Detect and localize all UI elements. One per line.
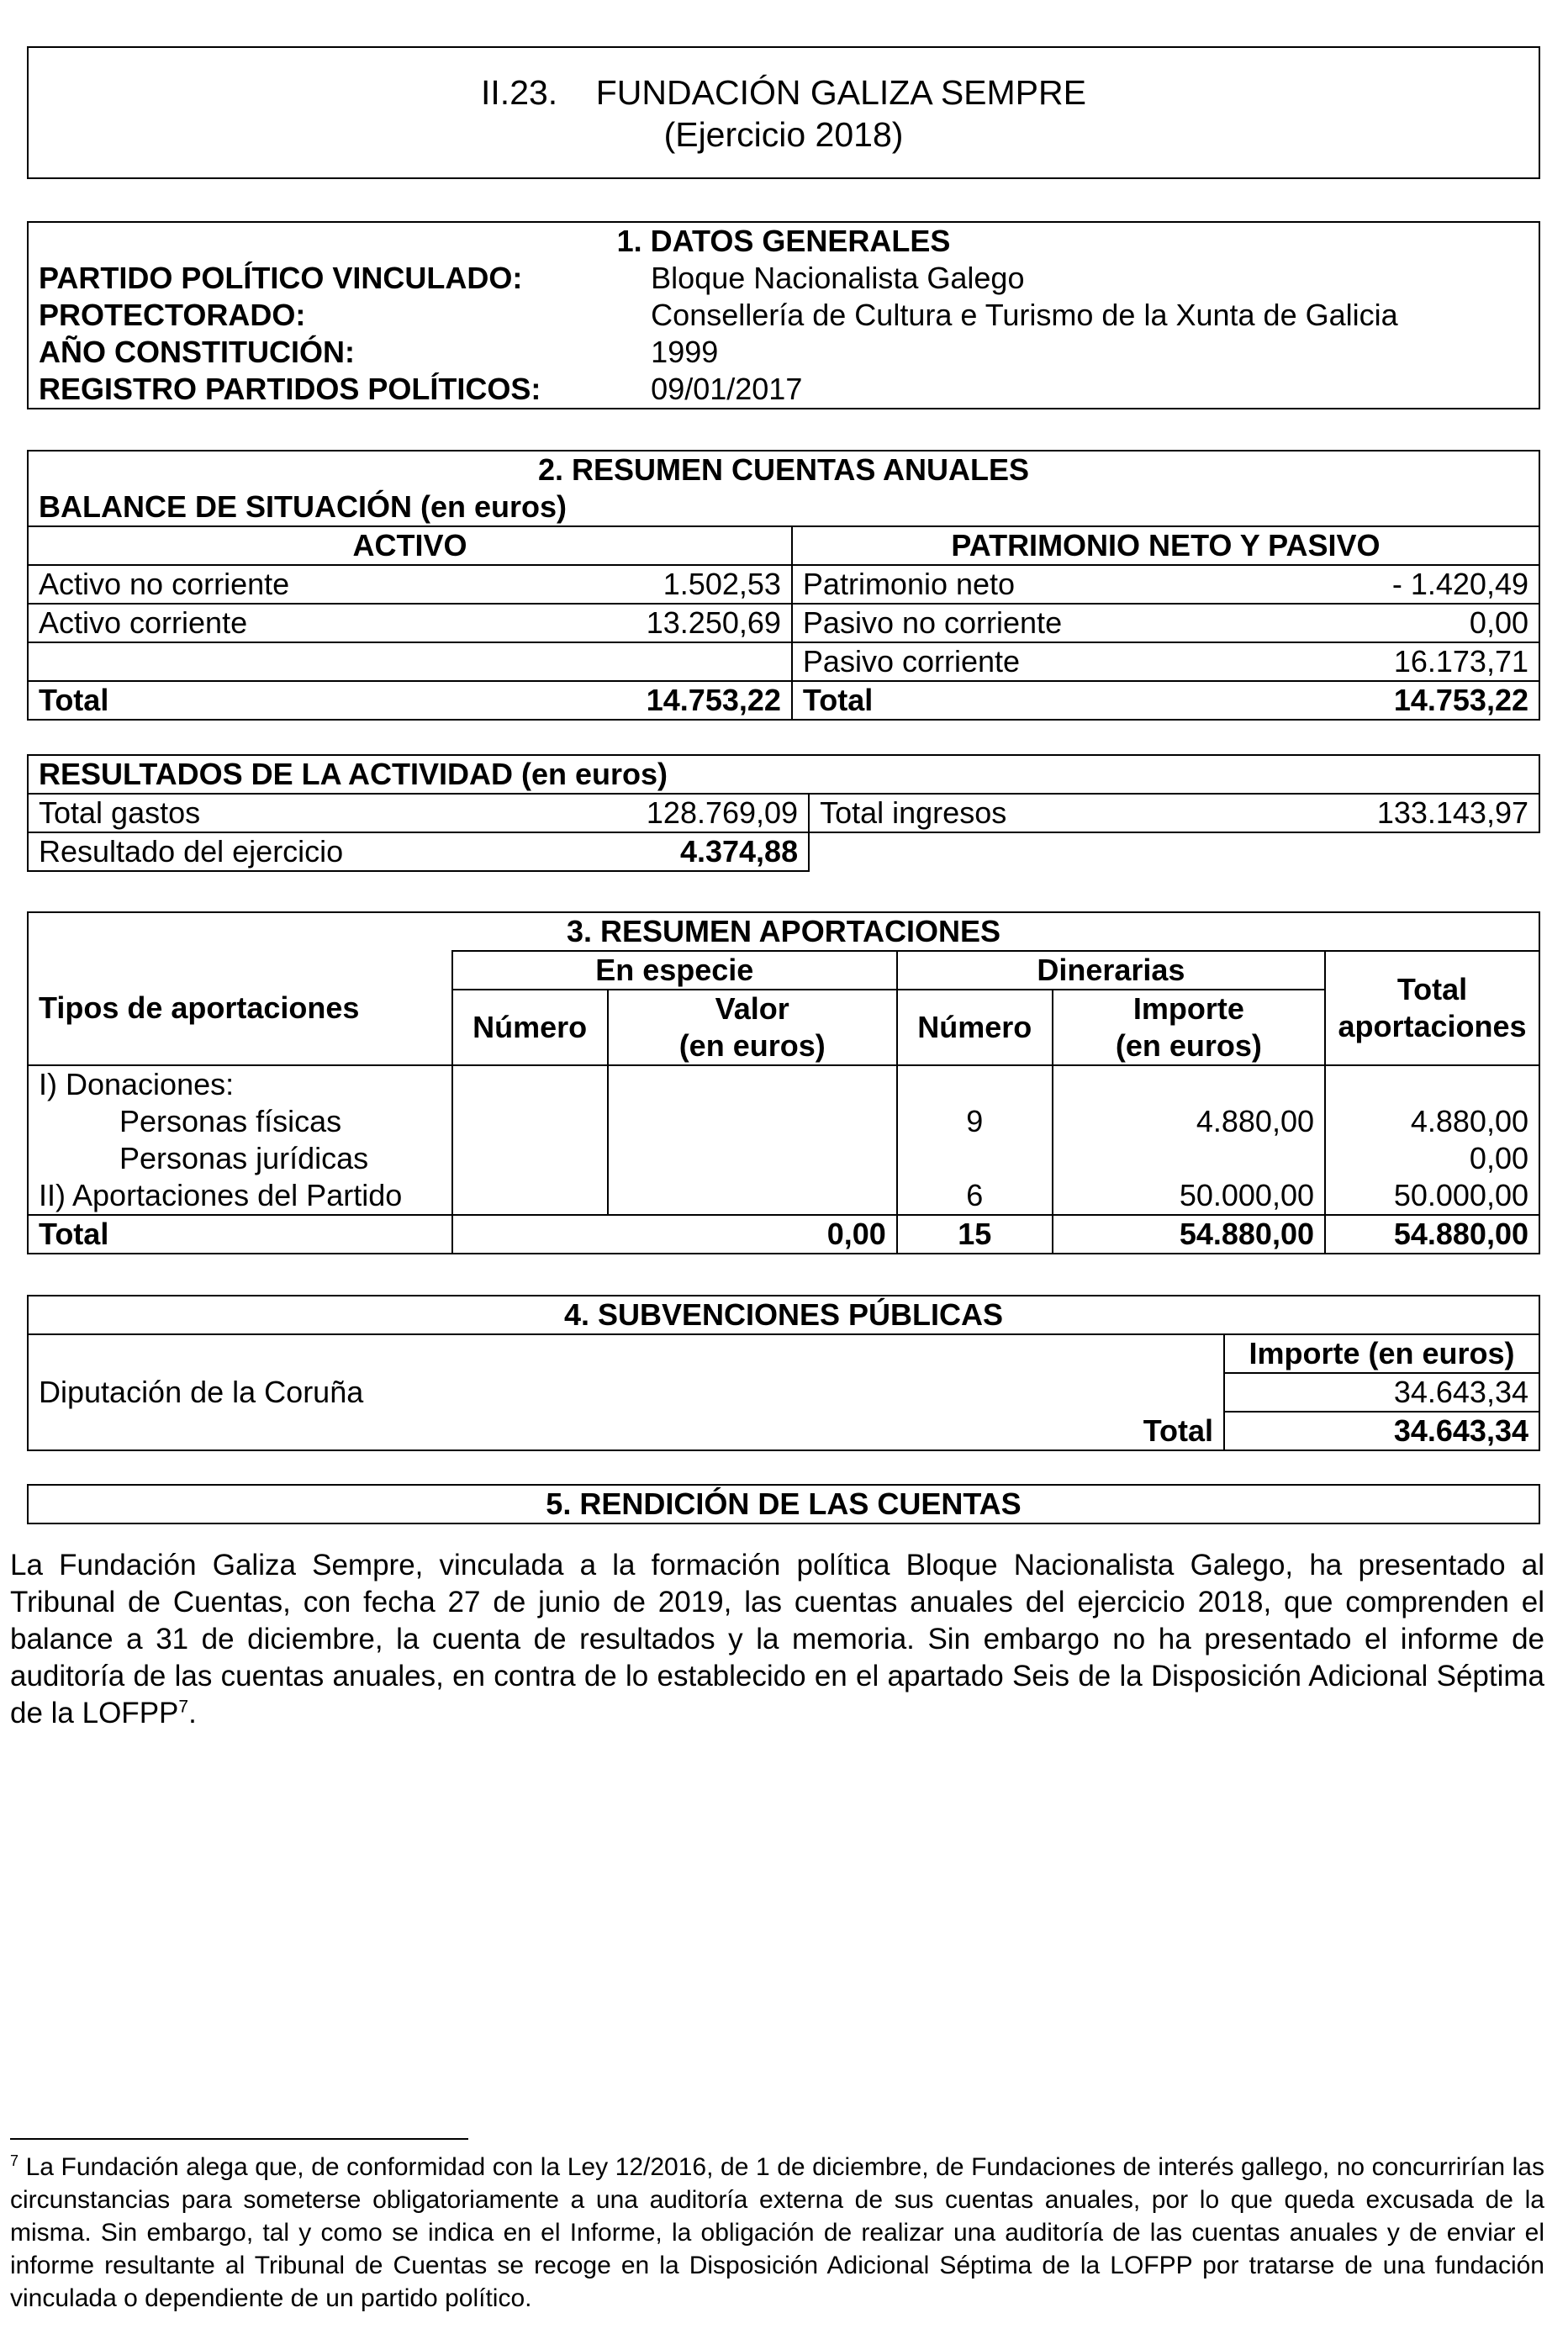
row-d-imp xyxy=(1053,1140,1325,1177)
total-d-imp: 54.880,00 xyxy=(1053,1215,1325,1254)
row-d-imp: 4.880,00 xyxy=(1053,1103,1325,1140)
row-d-num xyxy=(897,1065,1053,1103)
rendicion-paragraph xyxy=(10,1547,1544,1732)
resultado-label: Resultado del ejercicio xyxy=(28,832,632,871)
table-row xyxy=(28,334,1539,371)
row-label: Personas jurídicas xyxy=(28,1140,452,1177)
balance-table xyxy=(27,450,1540,721)
col-total xyxy=(1325,951,1539,1065)
datos-label: PARTIDO POLÍTICO VINCULADO: xyxy=(28,260,641,297)
activo-label xyxy=(28,642,632,681)
table-row xyxy=(28,1065,1539,1103)
row-d-num xyxy=(897,1140,1053,1177)
pasivo-total-value: 14.753,22 xyxy=(1371,681,1539,720)
subv-total-label: Total xyxy=(28,1412,1224,1450)
row-e-num xyxy=(452,1177,608,1215)
datos-value: 1999 xyxy=(641,334,1539,371)
activo-label: Activo no corriente xyxy=(28,565,632,604)
col-importe-subv: Importe (en euros) xyxy=(1224,1334,1539,1373)
row-total: 0,00 xyxy=(1325,1140,1539,1177)
rendicion-text: La Fundación Galiza Sempre, vinculada a la formación política Bloque Nacionalista Galego, ha presentado al Tribunal de Cuentas, con fecha 27 de junio de 2019, las cuentas anuales del ejercicio 2018, que comprenden el balance a 31 de diciembre, la cuenta de resultados y la memoria. Sin embargo no ha presentado el informe de auditoría de las cuentas anuales, en contra de lo establecido en el apartado Seis de la Disposición Adicional Séptima de la LOFPP xyxy=(10,1549,1544,1729)
resultados-heading: RESULTADOS DE LA ACTIVIDAD (en euros) xyxy=(28,755,1539,794)
row-d-num: 9 xyxy=(897,1103,1053,1140)
page-title: FUNDACIÓN GALIZA SEMPRE xyxy=(595,73,1086,112)
datos-generales-table xyxy=(27,221,1540,409)
subv-label: Diputación de la Coruña xyxy=(28,1373,1224,1412)
activo-value: 13.250,69 xyxy=(632,604,792,642)
table-row xyxy=(28,1412,1539,1450)
footnote-divider xyxy=(10,2138,468,2140)
table-row xyxy=(28,604,1539,642)
gastos-value: 128.769,09 xyxy=(632,794,809,832)
table-row xyxy=(28,565,1539,604)
empty-cell xyxy=(28,1334,1224,1373)
subv-total-value: 34.643,34 xyxy=(1224,1412,1539,1450)
pasivo-heading: PATRIMONIO NETO Y PASIVO xyxy=(792,526,1539,565)
col-valor xyxy=(608,990,897,1065)
table-row xyxy=(28,832,1539,871)
row-label: Personas físicas xyxy=(28,1103,452,1140)
col-importe-line1: Importe xyxy=(1132,991,1244,1026)
ingresos-label: Total ingresos xyxy=(809,794,1363,832)
activo-label: Activo corriente xyxy=(28,604,632,642)
balance-heading: BALANCE DE SITUACIÓN (en euros) xyxy=(28,488,1539,526)
footnote-text: La Fundación alega que, de conformidad con la Ley 12/2016, de 1 de diciembre, de Fundaciones de interés gallego, no concurrirían las circunstancias para someterse obligatoriamente a una auditoría externa de sus cuentas anuales, por lo que queda excusada de la misma. Sin embargo, tal y como se indica en el Informe, la obligación de realizar una auditoría de las cuentas anuales y de enviar el informe resultante al Tribunal de Cuentas se recoge en la Disposición Adicional Séptima de la LOFPP por tratarse de una fundación vinculada o dependiente de un partido político. xyxy=(10,2153,1544,2312)
gastos-label: Total gastos xyxy=(28,794,632,832)
row-e-val xyxy=(608,1103,897,1140)
activo-total-value: 14.753,22 xyxy=(632,681,792,720)
datos-value: Consellería de Cultura e Turismo de la Xunta de Galicia xyxy=(641,297,1539,334)
col-dinerarias-numero: Número xyxy=(897,990,1053,1065)
pasivo-value: 16.173,71 xyxy=(1371,642,1539,681)
col-especie-numero: Número xyxy=(452,990,608,1065)
total-label: Total xyxy=(28,1215,452,1254)
pasivo-label: Patrimonio neto xyxy=(792,565,1371,604)
col-importe-line2: (en euros) xyxy=(1115,1028,1262,1063)
resultado-value: 4.374,88 xyxy=(632,832,809,871)
table-row xyxy=(28,1177,1539,1215)
subvenciones-heading: 4. SUBVENCIONES PÚBLICAS xyxy=(28,1296,1539,1334)
table-row xyxy=(28,681,1539,720)
pasivo-value: - 1.420,49 xyxy=(1371,565,1539,604)
datos-generales-heading: 1. DATOS GENERALES xyxy=(28,222,1539,260)
resultados-table xyxy=(27,754,1540,872)
pasivo-total-label: Total xyxy=(792,681,1371,720)
row-e-num xyxy=(452,1140,608,1177)
total-d-num: 15 xyxy=(897,1215,1053,1254)
col-valor-line2: (en euros) xyxy=(678,1028,826,1063)
table-row xyxy=(28,1140,1539,1177)
col-dinerarias: Dinerarias xyxy=(897,951,1325,990)
activo-value xyxy=(632,642,792,681)
row-e-val xyxy=(608,1177,897,1215)
total-e-num xyxy=(452,1215,608,1254)
title-line xyxy=(29,71,1539,114)
total-total: 54.880,00 xyxy=(1325,1215,1539,1254)
row-d-imp: 50.000,00 xyxy=(1053,1177,1325,1215)
row-d-num: 6 xyxy=(897,1177,1053,1215)
col-tipos: Tipos de aportaciones xyxy=(28,951,452,1065)
total-e-val: 0,00 xyxy=(608,1215,897,1254)
row-d-imp xyxy=(1053,1065,1325,1103)
row-e-val xyxy=(608,1065,897,1103)
col-importe xyxy=(1053,990,1325,1065)
row-e-num xyxy=(452,1065,608,1103)
subvenciones-table xyxy=(27,1295,1540,1451)
rendicion-heading: 5. RENDICIÓN DE LAS CUENTAS xyxy=(28,1485,1539,1523)
empty-cell xyxy=(809,832,1539,871)
table-row xyxy=(28,260,1539,297)
activo-total-label: Total xyxy=(28,681,632,720)
aportaciones-heading: 3. RESUMEN APORTACIONES xyxy=(28,912,1539,951)
col-total-line1: Total xyxy=(1396,972,1468,1006)
row-label: II) Aportaciones del Partido xyxy=(28,1177,452,1215)
table-row xyxy=(28,642,1539,681)
table-row xyxy=(28,1215,1539,1254)
table-row xyxy=(28,1373,1539,1412)
row-total xyxy=(1325,1065,1539,1103)
subv-value: 34.643,34 xyxy=(1224,1373,1539,1412)
table-row xyxy=(28,371,1539,409)
pasivo-label: Pasivo no corriente xyxy=(792,604,1371,642)
datos-value: 09/01/2017 xyxy=(641,371,1539,409)
footnote xyxy=(10,2151,1544,2315)
rendicion-table xyxy=(27,1484,1540,1524)
row-label: I) Donaciones: xyxy=(28,1065,452,1103)
activo-heading: ACTIVO xyxy=(28,526,792,565)
rendicion-text-end: . xyxy=(188,1697,197,1729)
datos-label: AÑO CONSTITUCIÓN: xyxy=(28,334,641,371)
datos-label: REGISTRO PARTIDOS POLÍTICOS: xyxy=(28,371,641,409)
activo-value: 1.502,53 xyxy=(632,565,792,604)
datos-label: PROTECTORADO: xyxy=(28,297,641,334)
table-row xyxy=(28,1103,1539,1140)
col-total-line2: aportaciones xyxy=(1338,1009,1527,1043)
pasivo-label: Pasivo corriente xyxy=(792,642,1371,681)
pasivo-value: 0,00 xyxy=(1371,604,1539,642)
row-total: 4.880,00 xyxy=(1325,1103,1539,1140)
row-e-val xyxy=(608,1140,897,1177)
aportaciones-table xyxy=(27,911,1540,1254)
footnote-ref[interactable]: 7 xyxy=(178,1697,189,1717)
page-subtitle: (Ejercicio 2018) xyxy=(663,115,904,154)
datos-value: Bloque Nacionalista Galego xyxy=(641,260,1539,297)
footnote-number: 7 xyxy=(10,2152,19,2169)
row-total: 50.000,00 xyxy=(1325,1177,1539,1215)
col-valor-line1: Valor xyxy=(715,991,789,1026)
col-especie: En especie xyxy=(452,951,897,990)
row-e-num xyxy=(452,1103,608,1140)
ingresos-value: 133.143,97 xyxy=(1363,794,1539,832)
resumen-cuentas-heading: 2. RESUMEN CUENTAS ANUALES xyxy=(28,451,1539,488)
table-row xyxy=(28,794,1539,832)
section-code: II.23. xyxy=(481,73,558,112)
table-row xyxy=(28,297,1539,334)
title-box xyxy=(27,46,1540,179)
